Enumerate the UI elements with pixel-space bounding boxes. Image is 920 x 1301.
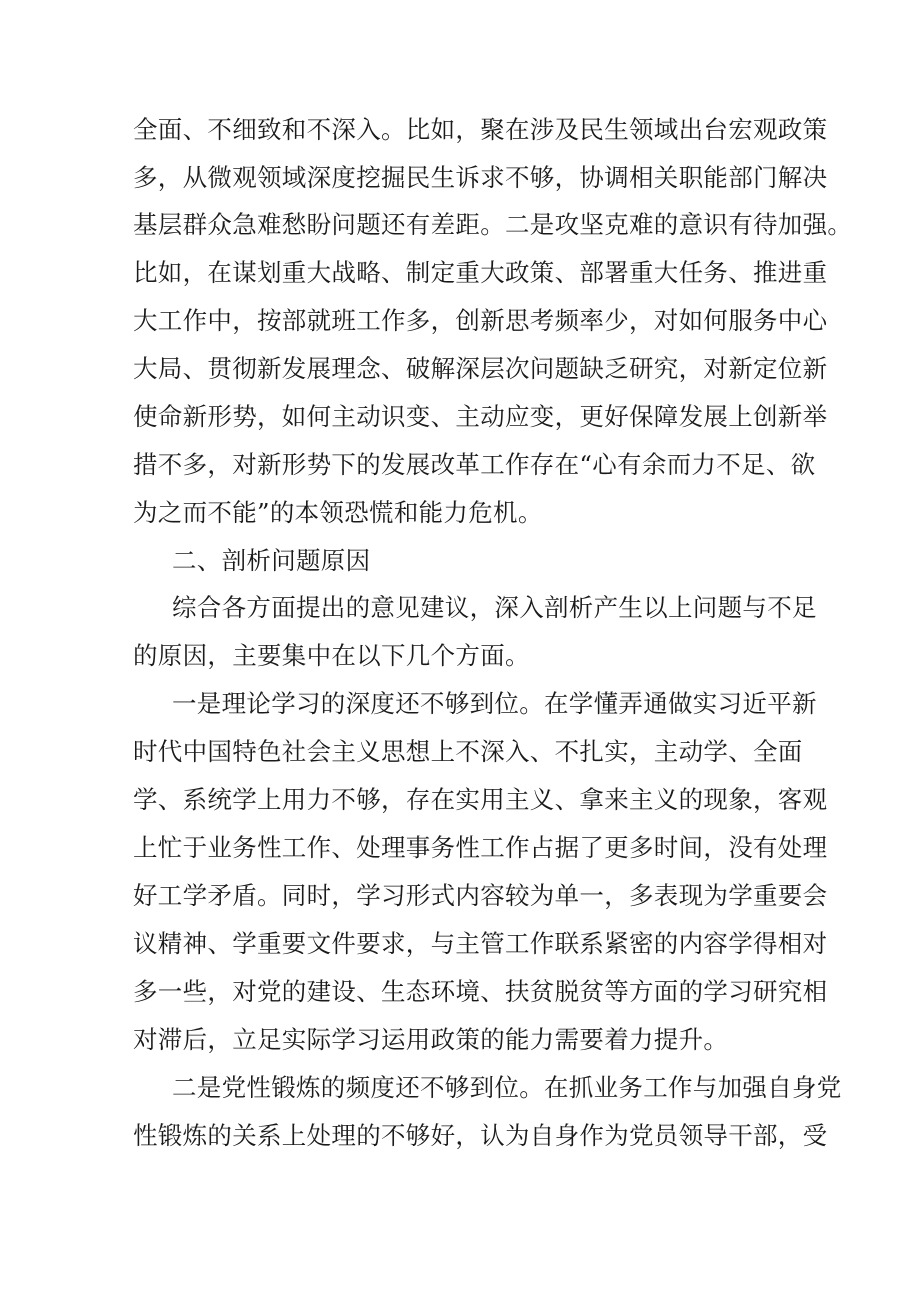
- body-text-line: 基层群众急难愁盼问题还有差距。二是攻坚克难的意识有待加强。: [133, 210, 853, 239]
- body-text-line: 为之而不能”的本领恐慌和能力危机。: [133, 498, 543, 527]
- body-text-line: 对滞后，立足实际学习运用政策的能力需要着力提升。: [133, 1025, 729, 1054]
- body-text-line: 时代中国特色社会主义思想上不深入、不扎实，主动学、全面: [133, 737, 803, 766]
- body-text-line: 全面、不细致和不深入。比如，聚在涉及民生领域出台宏观政策: [133, 115, 828, 144]
- body-text-line: 大局、贯彻新发展理念、破解深层次问题缺乏研究，对新定位新: [133, 354, 828, 383]
- body-text-line: 大工作中，按部就班工作多，创新思考频率少，对如何服务中心: [133, 306, 828, 335]
- body-text-line: 使命新形势，如何主动识变、主动应变，更好保障发展上创新举: [133, 402, 828, 431]
- body-text-line: 上忙于业务性工作、处理事务性工作占据了更多时间，没有处理: [133, 833, 828, 862]
- body-text-line: 性锻炼的关系上处理的不够好，认为自身作为党员领导干部，受: [133, 1121, 828, 1150]
- body-text-line: 的原因，主要集中在以下几个方面。: [133, 641, 530, 670]
- body-text-line: 多一些，对党的建设、生态环境、扶贫脱贫等方面的学习研究相: [133, 977, 828, 1006]
- body-text-line: 学、系统学上用力不够，存在实用主义、拿来主义的现象，客观: [133, 785, 828, 814]
- body-text-line: 措不多，对新形势下的发展改革工作存在“心有余而力不足、欲: [133, 450, 816, 479]
- body-text-line: 二是党性锻炼的频度还不够到位。在抓业务工作与加强自身党: [172, 1073, 842, 1102]
- body-text-line: 综合各方面提出的意见建议，深入剖析产生以上问题与不足: [172, 593, 817, 622]
- body-text-line: 好工学矛盾。同时，学习形式内容较为单一，多表现为学重要会: [133, 881, 828, 910]
- body-text-line: 多，从微观领域深度挖掘民生诉求不够，协调相关职能部门解决: [133, 163, 828, 192]
- body-text-line: 比如，在谋划重大战略、制定重大政策、部署重大任务、推进重: [133, 258, 828, 287]
- section-heading: 二、剖析问题原因: [172, 546, 371, 575]
- body-text-line: 议精神、学重要文件要求，与主管工作联系紧密的内容学得相对: [133, 929, 828, 958]
- body-text-line: 一是理论学习的深度还不够到位。在学懂弄通做实习近平新: [172, 689, 817, 718]
